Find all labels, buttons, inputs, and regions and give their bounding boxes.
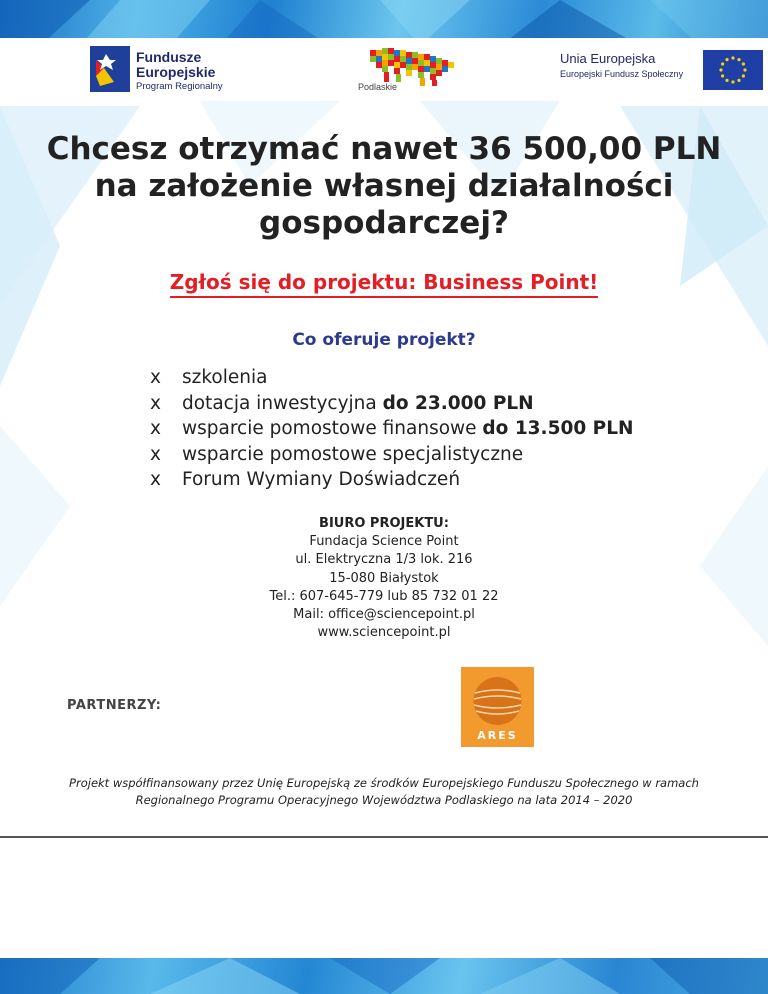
list-item (150, 416, 633, 442)
headline-line1: Chcesz otrzymać nawet 36 500,00 PLN (46, 131, 722, 167)
list-item-bold: do 13.500 PLN (482, 418, 634, 439)
ares-logo (461, 667, 534, 747)
list-item-bold: do 23.000 PLN (382, 392, 534, 414)
partners-label: PARTNERZY: (67, 698, 162, 713)
office-street: ul. Elektryczna 1/3 lok. 216 (295, 552, 473, 568)
list-item-text: wsparcie pomostowe finansowe (182, 418, 483, 439)
call-to-action (0, 270, 768, 294)
office-website[interactable]: www.sciencepoint.pl (317, 625, 451, 641)
list-item-text: szkolenia (182, 367, 268, 388)
list-item (150, 442, 633, 468)
footer-note (30, 775, 738, 809)
project-office (0, 515, 768, 642)
list-item (150, 365, 633, 391)
fundusze-europejskie-logo (90, 46, 240, 92)
list-marker: x (150, 418, 161, 439)
headline (40, 131, 728, 242)
list-marker: x (150, 469, 161, 490)
ue-line2: Europejski Fundusz Społeczny (560, 69, 684, 79)
office-city: 15-080 Białystok (329, 570, 439, 586)
footer-line2: Regionalnego Programu Operacyjnego Województwa Podlaskiego na lata 2014 – 2020 (135, 793, 633, 807)
bottom-decorative-band (0, 958, 768, 994)
eu-flag-icon (703, 50, 763, 90)
list-marker: x (150, 367, 161, 388)
offer-title: Co oferuje projekt? (292, 330, 476, 350)
logo-bar (0, 38, 768, 100)
fundusze-line3: Program Regionalny (136, 81, 223, 92)
office-name: Fundacja Science Point (309, 534, 459, 550)
list-marker: x (150, 443, 161, 465)
list-item (150, 467, 633, 493)
list-item-text: wsparcie pomostowe specjalistyczne (182, 443, 524, 465)
podlaskie-logo (356, 42, 468, 98)
offer-list (150, 365, 633, 493)
office-mail[interactable]: Mail: office@sciencepoint.pl (293, 607, 475, 623)
podlaskie-label: Podlaskie (358, 82, 398, 92)
list-marker: x (150, 392, 161, 414)
list-item-text: dotacja inwestycyjna (182, 392, 383, 414)
ue-line1: Unia Europejska (560, 51, 656, 66)
ue-text (560, 51, 683, 81)
call-to-action-text: Zgłoś się do projektu: Business Point! (170, 270, 599, 298)
ares-text: ARES (477, 729, 518, 742)
headline-line3: gospodarczej? (259, 205, 509, 241)
fundusze-flag-icon (90, 46, 130, 92)
fundusze-line2: Europejskie (136, 64, 216, 80)
headline-line2: na założenie własnej działalności (94, 168, 674, 204)
divider (0, 836, 768, 838)
office-phone: Tel.: 607-645-779 lub 85 732 01 22 (269, 588, 499, 604)
office-title: BIURO PROJEKTU: (319, 516, 449, 531)
fundusze-line1: Fundusze (136, 49, 202, 65)
list-item-text: Forum Wymiany Doświadczeń (182, 469, 461, 490)
list-item (150, 391, 633, 417)
footer-line1: Projekt współfinansowany przez Unię Europejską ze środków Europejskiego Funduszu Społecznego w ramach (69, 776, 699, 790)
